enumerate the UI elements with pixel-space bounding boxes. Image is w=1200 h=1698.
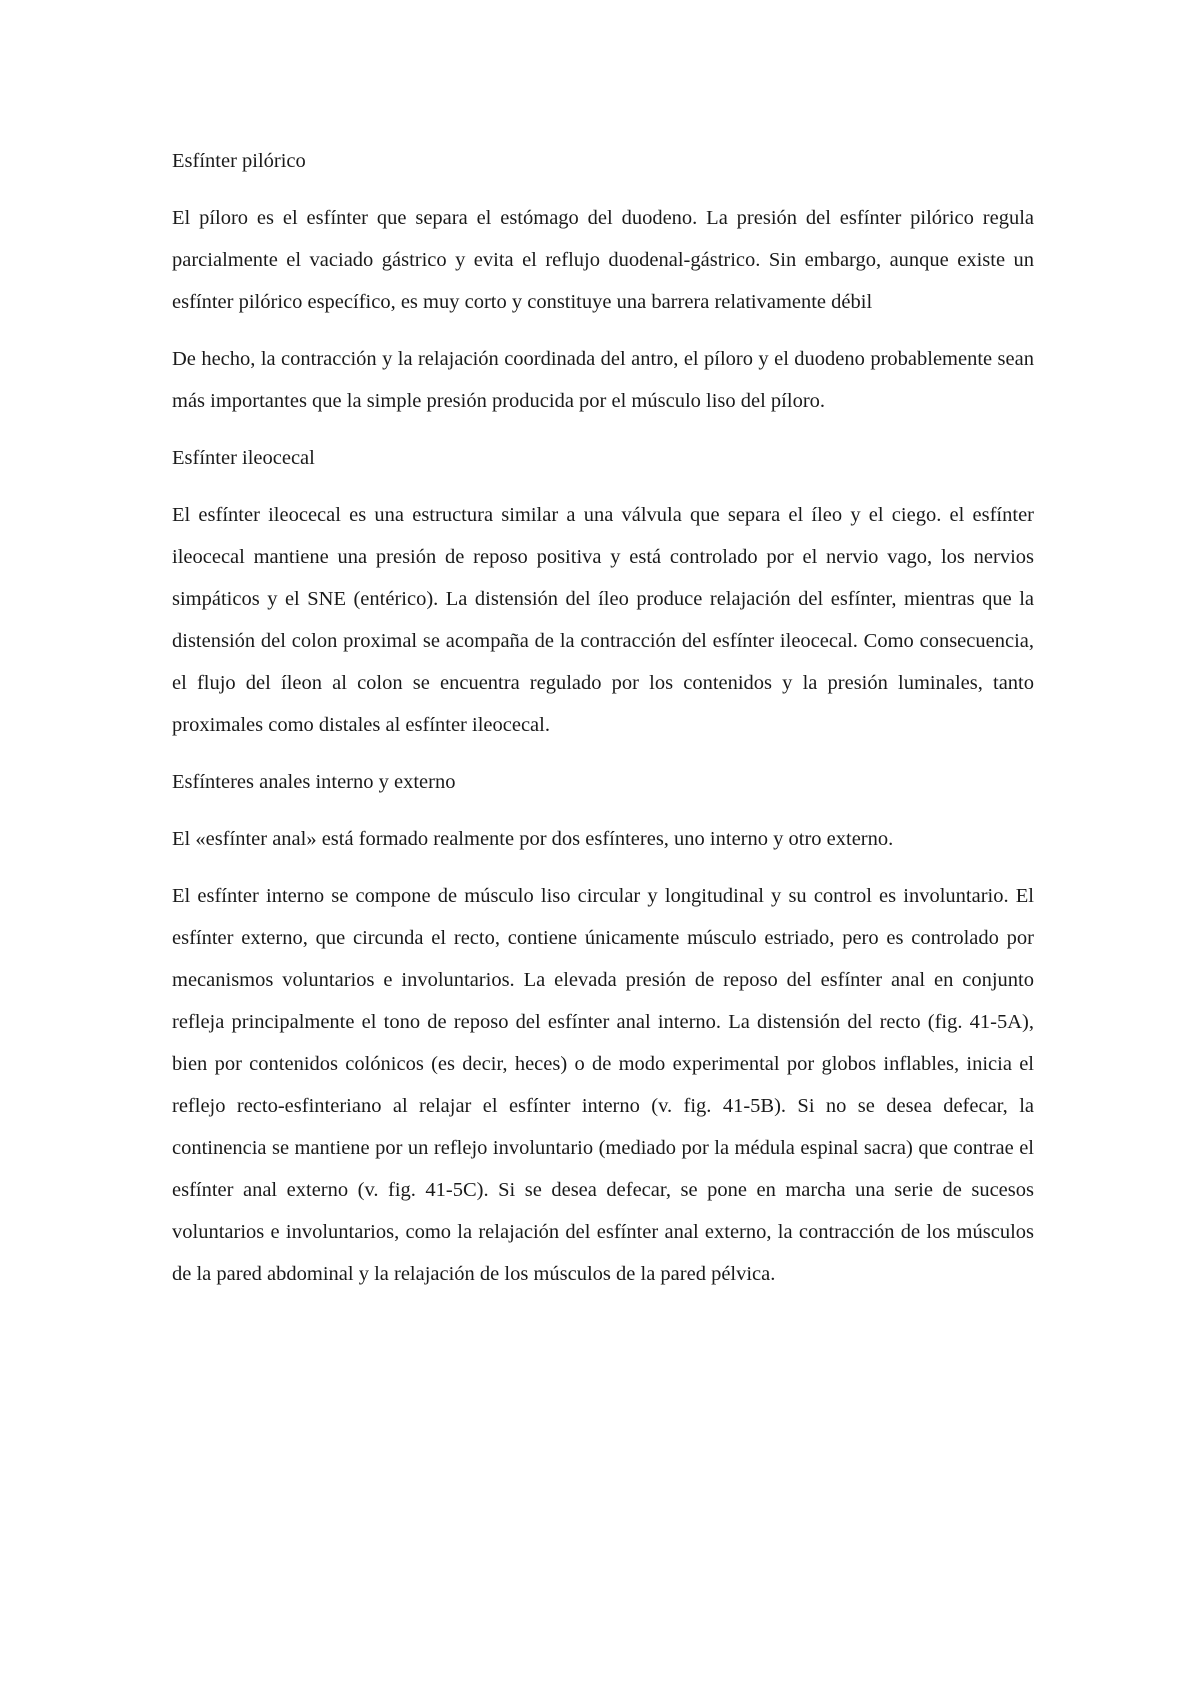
document-body bbox=[172, 140, 1034, 1310]
paragraph-pyloric-2: De hecho, la contracción y la relajación coordinada del antro, el píloro y el duodeno probablemente sean más importantes que la simple presión producida por el músculo liso del píloro. bbox=[172, 348, 1034, 412]
paragraph-anal-2: El esfínter interno se compone de músculo liso circular y longitudinal y su control es involuntario. El esfínter externo, que circunda el recto, contiene únicamente músculo estriado, pero es controlado por mecanismos voluntarios e involuntarios. La elevada presión de reposo del esfínter anal en conjunto refleja principalmente el tono de reposo del esfínter anal interno. La distensión del recto (fig. 41-5A), bien por contenidos colónicos (es decir, heces) o de modo experimental por globos inflables, inicia el reflejo recto-esfinteriano al relajar el esfínter interno (v. fig. 41-5B). Si no se desea defecar, la continencia se mantiene por un reflejo involuntario (mediado por la médula espinal sacra) que contrae el esfínter anal externo (v. fig. 41-5C). Si se desea defecar, se pone en marcha una serie de sucesos voluntarios e involuntarios, como la relajación del esfínter anal externo, la contracción de los músculos de la pared abdominal y la relajación de los músculos de la pared pélvica. bbox=[172, 885, 1034, 1285]
paragraph-ileocecal-1: El esfínter ileocecal es una estructura similar a una válvula que separa el íleo y el ciego. el esfínter ileocecal mantiene una presión de reposo positiva y está controlado por el nervio vago, los nervios simpáticos y el SNE (entérico). La distensión del íleo produce relajación del esfínter, mientras que la distensión del colon proximal se acompaña de la contracción del esfínter ileocecal. Como consecuencia, el flujo del íleon al colon se encuentra regulado por los contenidos y la presión luminales, tanto proximales como distales al esfínter ileocecal. bbox=[172, 504, 1034, 736]
section-heading-anal: Esfínteres anales interno y externo bbox=[172, 771, 456, 793]
section-heading-ileocecal: Esfínter ileocecal bbox=[172, 447, 315, 469]
section-heading-pyloric: Esfínter pilórico bbox=[172, 150, 306, 172]
paragraph-pyloric-1: El píloro es el esfínter que separa el estómago del duodeno. La presión del esfínter pilórico regula parcialmente el vaciado gástrico y evita el reflujo duodenal-gástrico. Sin embargo, aunque existe un esfínter pilórico específico, es muy corto y constituye una barrera relativamente débil bbox=[172, 207, 1034, 313]
paragraph-anal-1: El «esfínter anal» está formado realmente por dos esfínteres, uno interno y otro externo. bbox=[172, 828, 894, 850]
